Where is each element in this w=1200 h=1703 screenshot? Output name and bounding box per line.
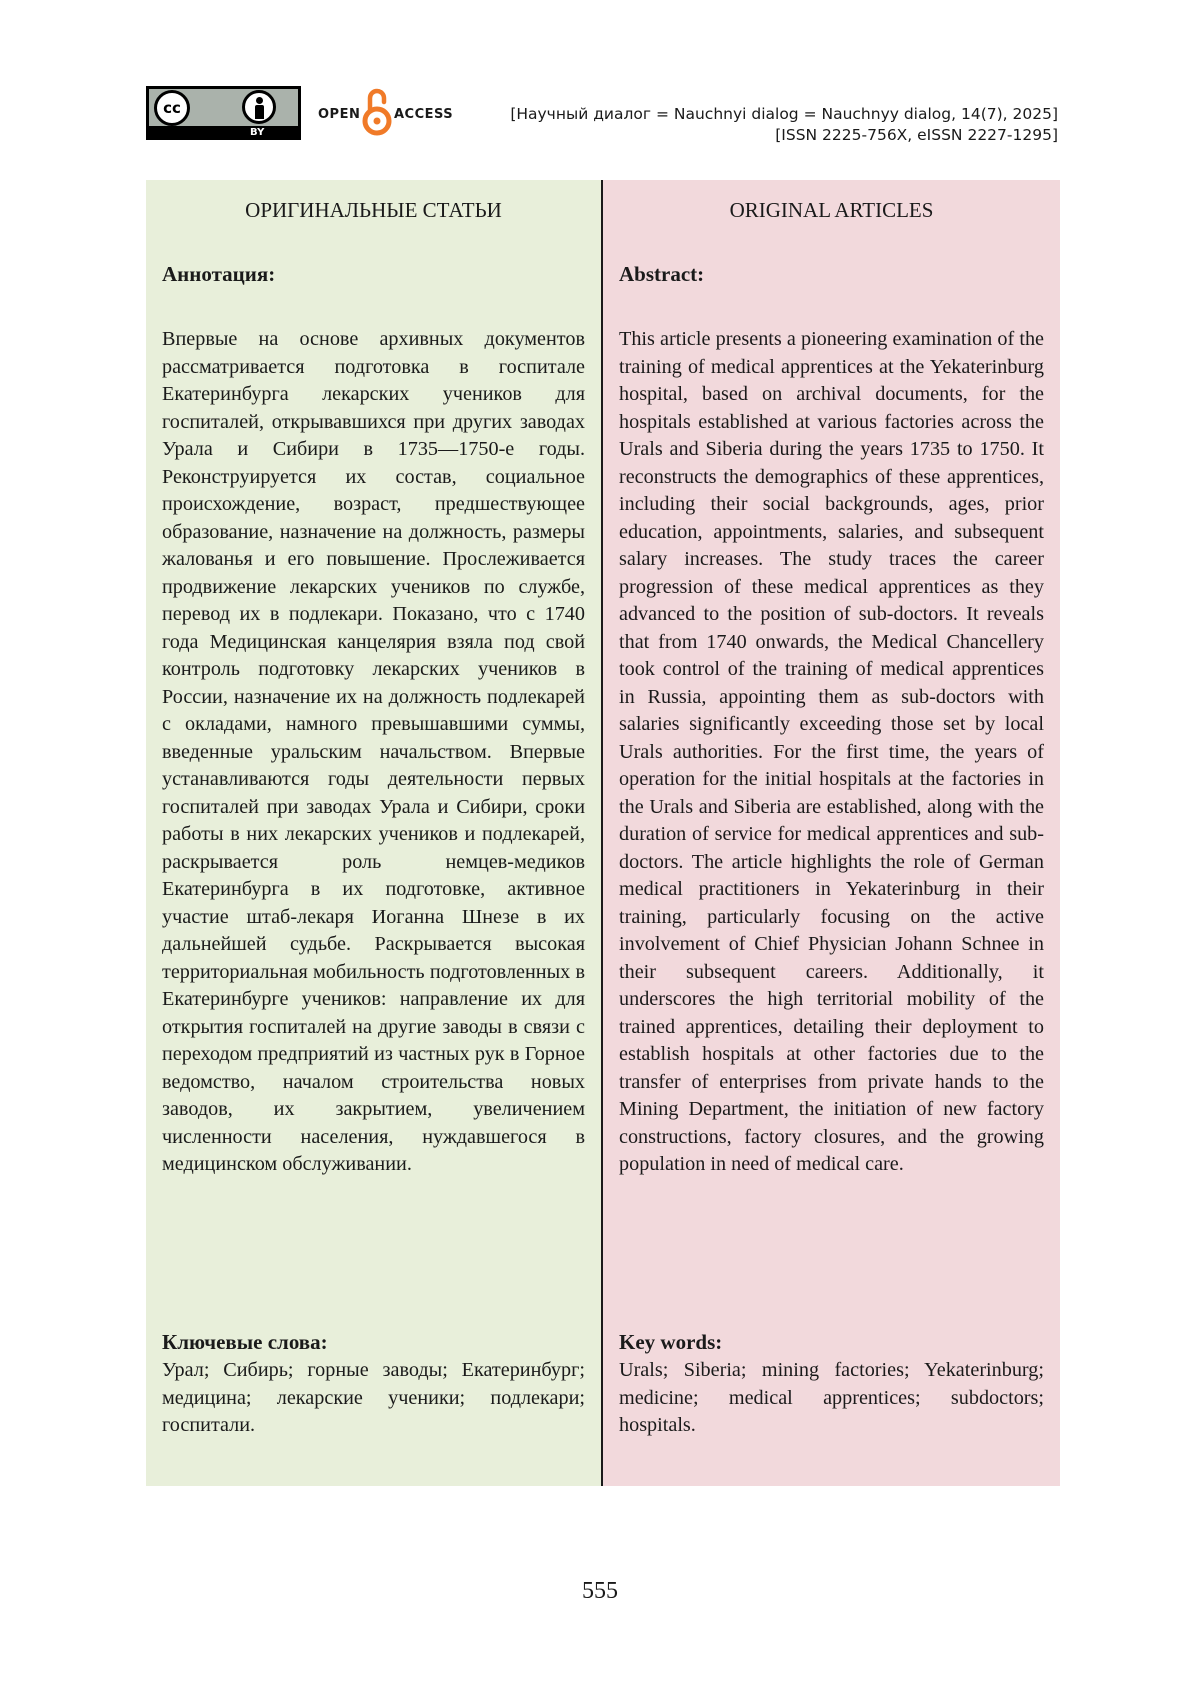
cc-by-license-badge [146, 86, 301, 140]
english-keywords-label: Key words: [619, 1330, 723, 1354]
english-keywords-text: Urals; Siberia; mining factories; Yekaterinburg; medicine; medical apprentices; subdoctors; hospitals. [619, 1359, 1044, 1436]
english-section-title: ORIGINAL ARTICLES [729, 198, 934, 222]
open-access-open-word: OPEN [318, 107, 361, 122]
open-access-logo [318, 84, 458, 140]
english-abstract-label: Abstract: [619, 262, 705, 286]
journal-citation [510, 104, 1058, 146]
russian-keywords-label: Ключевые слова: [162, 1330, 328, 1354]
russian-abstract-text: Впервые на основе архивных документов рассматривается подготовка в госпитале Екатеринбурга лекарских учеников для госпиталей, открывавшихся при других заводах Урала и Сибири в 1735—1750-е годы. Реконструируется их состав, социальное происхождение, возраст, предшествующее образование, назначение на должность, размеры жалованья и его повышение. Прослеживается продвижение лекарских учеников по службе, перевод их в подлекари. Показано, что с 1740 года Медицинская канцелярия взяла под свой контроль подготовку лекарских учеников в России, назначение их на должность подлекарей с окладами, намного превышавшими суммы, введенные уральским начальством. Впервые устанавливаются годы деятельности первых госпиталей при заводах Урала и Сибири, сроки работы в них лекарских учеников и подлекарей, раскрывается роль немцев-медиков Екатеринбурга в их подготовке, активное участие штаб-лекаря Иоганна Шнезе в их дальнейшей судьбе. Раскрывается высокая территориальная мобильность подготовленных в Екатеринбурге учеников: направление их для открытия госпиталей на другие заводы в связи с переходом предприятий из частных рук в Горное ведомство, началом строительства новых заводов, их закрытием, увеличением численности населения, нуждавшегося в медицинском обслуживании. [162, 328, 585, 1175]
creative-commons-icon: cc [154, 90, 190, 126]
abstract-columns [146, 180, 1060, 1486]
english-column [603, 180, 1060, 1486]
russian-column [146, 180, 603, 1486]
russian-abstract-label: Аннотация: [162, 262, 276, 286]
open-access-access-word: ACCESS [394, 107, 454, 122]
russian-keywords-text: Урал; Сибирь; горные заводы; Екатеринбург; медицина; лекарские ученики; подлекари; госпитали. [162, 1359, 585, 1436]
journal-citation-line: [Научный диалог = Nauchnyi dialog = Nauchnyy dialog, 14(7), 2025] [510, 105, 1058, 123]
open-access-lock-icon [362, 86, 392, 138]
journal-issn-line: [ISSN 2225-756X, eISSN 2227-1295] [775, 126, 1058, 144]
by-label: BY [250, 127, 265, 138]
english-abstract-text: This article presents a pioneering examination of the training of medical apprentices at the Yekaterinburg hospital, based on archival documents, for the hospitals established at various factories across the Urals and Siberia during the years 1735 to 1750. It reconstructs the demographics of these apprentices, including their social backgrounds, ages, prior education, appointments, salaries, and subsequent salary increases. The study traces the career progression of these medical apprentices as they advanced to the position of sub-doctors. It reveals that from 1740 onwards, the Medical Chancellery took control of the training of medical apprentices in Russia, appointing them as sub-doctors with salaries significantly exceeding those set by local Urals authorities. For the first time, the years of operation for the initial hospitals at the factories in the Urals and Siberia are established, along with the duration of service for medical apprentices and sub-doctors. The article highlights the role of German medical practitioners in Yekaterinburg in their training, particularly focusing on the active involvement of Chief Physician Johann Schnee in their subsequent careers. Additionally, it underscores the high territorial mobility of the trained apprentices, detailing their deployment to establish hospitals at other factories due to the transfer of enterprises from private hands to the Mining Department, the initiation of new factory constructions, factory closures, and the growing population in need of medical care. [619, 328, 1044, 1175]
attribution-person-icon [242, 90, 276, 124]
page-number: 555 [582, 1578, 618, 1604]
russian-section-title: ОРИГИНАЛЬНЫЕ СТАТЬИ [245, 198, 502, 222]
